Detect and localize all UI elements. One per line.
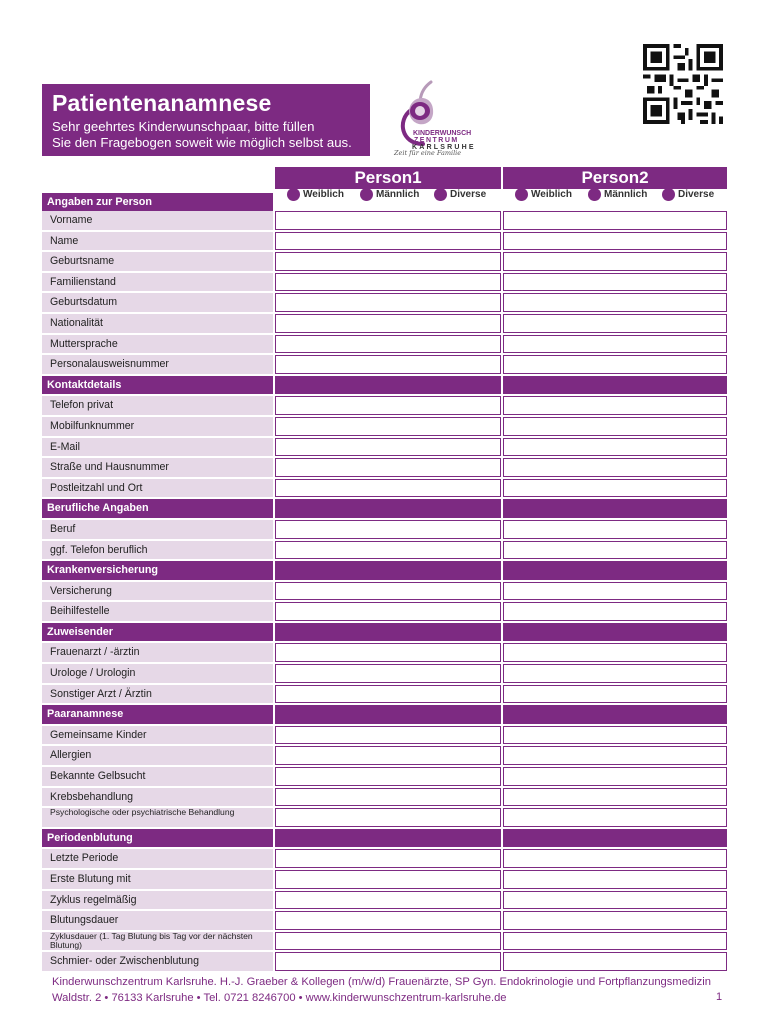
person1-input-field[interactable] xyxy=(275,582,501,601)
field-label: Straße und Hausnummer xyxy=(42,458,273,477)
field-label: Telefon privat xyxy=(42,396,273,415)
section-band-person2 xyxy=(503,561,727,580)
person2-input-field[interactable] xyxy=(503,314,727,333)
header-banner xyxy=(42,84,370,156)
person1-input-field[interactable] xyxy=(275,643,501,662)
section-band-person2 xyxy=(503,499,727,518)
field-label: Krebsbehandlung xyxy=(42,788,273,807)
person1-input-field[interactable] xyxy=(275,541,501,560)
page-title: Patientenanamnese xyxy=(52,90,272,116)
field-label: Allergien xyxy=(42,746,273,765)
gender-option-diverse[interactable] xyxy=(662,188,714,201)
field-label: Psychologische oder psychiatrische Behandlung xyxy=(42,808,273,827)
form-row xyxy=(42,911,727,932)
person1-header: Person1 xyxy=(275,167,501,189)
person2-input-field[interactable] xyxy=(503,932,727,951)
footer-line-1: Kinderwunschzentrum Karlsruhe. H.-J. Graeber & Kollegen (m/w/d) Frauenärzte, SP Gyn. Endokrinologie und Fortpflanzungsmedizin xyxy=(52,976,711,988)
page-number: 1 xyxy=(716,991,723,1003)
person2-input-field[interactable] xyxy=(503,438,727,457)
gender-label: Diverse xyxy=(450,189,487,200)
person2-header: Person2 xyxy=(503,167,727,189)
person1-input-field[interactable] xyxy=(275,932,501,951)
form-row xyxy=(42,232,727,253)
field-label: Bekannte Gelbsucht xyxy=(42,767,273,786)
section-band-person1 xyxy=(275,623,501,642)
person1-input-field[interactable] xyxy=(275,396,501,415)
field-label: Urologe / Urologin xyxy=(42,664,273,683)
clinic-logo xyxy=(387,78,487,160)
person2-input-field[interactable] xyxy=(503,520,727,539)
field-label: Vorname xyxy=(42,211,273,230)
form-row xyxy=(42,788,727,809)
person2-input-field[interactable] xyxy=(503,808,727,827)
gender-option-diverse[interactable] xyxy=(434,188,486,201)
person2-input-field[interactable] xyxy=(503,252,727,271)
person1-input-field[interactable] xyxy=(275,314,501,333)
person1-input-field[interactable] xyxy=(275,870,501,889)
person2-input-field[interactable] xyxy=(503,849,727,868)
form-row xyxy=(42,417,727,438)
section-band-person1 xyxy=(275,705,501,724)
form-row xyxy=(42,849,727,870)
field-label: Letzte Periode xyxy=(42,849,273,868)
field-label: Blutungsdauer xyxy=(42,911,273,930)
form-row xyxy=(42,932,727,953)
form-row xyxy=(42,252,727,273)
logo-text-line-3: KARLSRUHE xyxy=(412,144,476,151)
logo-text-line-2: ZENTRUM xyxy=(414,137,459,144)
person1-input-field[interactable] xyxy=(275,458,501,477)
person1-input-field[interactable] xyxy=(275,849,501,868)
form-rows xyxy=(42,189,727,973)
section-title: Berufliche Angaben xyxy=(42,499,273,518)
form-row xyxy=(42,541,727,562)
person1-input-field[interactable] xyxy=(275,788,501,807)
person2-input-field[interactable] xyxy=(503,335,727,354)
person2-input-field[interactable] xyxy=(503,891,727,910)
form-row xyxy=(42,891,727,912)
person1-input-field[interactable] xyxy=(275,335,501,354)
form-row xyxy=(42,582,727,603)
section-header-row xyxy=(42,376,727,397)
form-row xyxy=(42,520,727,541)
form-row xyxy=(42,808,727,829)
person2-input-field[interactable] xyxy=(503,767,727,786)
gender-label: Weiblich xyxy=(303,189,344,200)
field-label: Erste Blutung mit xyxy=(42,870,273,889)
person2-input-field[interactable] xyxy=(503,602,727,621)
field-label: Familienstand xyxy=(42,273,273,292)
form-row xyxy=(42,726,727,747)
form-row xyxy=(42,643,727,664)
form-row xyxy=(42,767,727,788)
person2-input-field[interactable] xyxy=(503,232,727,251)
form-row xyxy=(42,458,727,479)
field-label: Personalausweisnummer xyxy=(42,355,273,374)
gender-label: Männlich xyxy=(604,189,648,200)
person2-input-field[interactable] xyxy=(503,788,727,807)
section-title: Krankenversicherung xyxy=(42,561,273,580)
field-label: Sonstiger Arzt / Ärztin xyxy=(42,685,273,704)
field-label: Geburtsname xyxy=(42,252,273,271)
gender-option-männlich[interactable] xyxy=(360,188,419,201)
person1-input-field[interactable] xyxy=(275,726,501,745)
field-label: Name xyxy=(42,232,273,251)
field-label: Beruf xyxy=(42,520,273,539)
person1-input-field[interactable] xyxy=(275,891,501,910)
field-label: Nationalität xyxy=(42,314,273,333)
form-row xyxy=(42,479,727,500)
section-title: Kontaktdetails xyxy=(42,376,273,395)
person2-input-field[interactable] xyxy=(503,458,727,477)
person1-input-field[interactable] xyxy=(275,355,501,374)
radio-button-icon[interactable] xyxy=(588,188,601,201)
logo-tagline: Zeit für eine Familie xyxy=(394,149,462,157)
section-band-person1 xyxy=(275,561,501,580)
form-row xyxy=(42,273,727,294)
form-row xyxy=(42,602,727,623)
field-label: Gemeinsame Kinder xyxy=(42,726,273,745)
person2-gender-group xyxy=(503,189,727,209)
person2-input-field[interactable] xyxy=(503,211,727,230)
person2-input-field[interactable] xyxy=(503,582,727,601)
field-label: Muttersprache xyxy=(42,335,273,354)
section-band-person1 xyxy=(275,376,501,395)
radio-button-icon[interactable] xyxy=(360,188,373,201)
person1-input-field[interactable] xyxy=(275,911,501,930)
person1-input-field[interactable] xyxy=(275,952,501,971)
person1-input-field[interactable] xyxy=(275,417,501,436)
footer-line-2: Waldstr. 2 • 76133 Karlsruhe • Tel. 0721 8246700 • www.kinderwunschzentrum-karlsruhe.de xyxy=(52,992,507,1004)
person2-input-field[interactable] xyxy=(503,479,727,498)
radio-button-icon[interactable] xyxy=(434,188,447,201)
subtitle-line-1: Sehr geehrtes Kinderwunschpaar, bitte füllen xyxy=(52,119,315,134)
person2-input-field[interactable] xyxy=(503,396,727,415)
person1-input-field[interactable] xyxy=(275,685,501,704)
person1-input-field[interactable] xyxy=(275,232,501,251)
page-subtitle xyxy=(52,119,360,151)
person2-input-field[interactable] xyxy=(503,664,727,683)
person1-input-field[interactable] xyxy=(275,746,501,765)
form-row xyxy=(42,355,727,376)
field-label: E-Mail xyxy=(42,438,273,457)
field-label: Mobilfunknummer xyxy=(42,417,273,436)
section-title: Angaben zur Person xyxy=(42,193,273,211)
field-label: Frauenarzt / -ärztin xyxy=(42,643,273,662)
form-row xyxy=(42,870,727,891)
section-band-person2 xyxy=(503,623,727,642)
section-header-row xyxy=(42,189,727,211)
section-title: Paaranamnese xyxy=(42,705,273,724)
qr-code-icon xyxy=(641,44,725,124)
radio-button-icon[interactable] xyxy=(515,188,528,201)
form-row xyxy=(42,438,727,459)
person1-gender-group xyxy=(275,189,501,209)
person2-input-field[interactable] xyxy=(503,726,727,745)
person-header-row xyxy=(42,167,727,189)
gender-option-männlich[interactable] xyxy=(588,188,647,201)
field-label: Beihilfestelle xyxy=(42,602,273,621)
section-title: Zuweisender xyxy=(42,623,273,642)
form-row xyxy=(42,685,727,706)
form-row xyxy=(42,746,727,767)
form-row xyxy=(42,396,727,417)
gender-label: Männlich xyxy=(376,189,420,200)
section-band-person1 xyxy=(275,829,501,848)
section-title: Periodenblutung xyxy=(42,829,273,848)
form-row xyxy=(42,293,727,314)
person2-input-field[interactable] xyxy=(503,273,727,292)
field-label: ggf. Telefon beruflich xyxy=(42,541,273,560)
field-label: Zyklus regelmäßig xyxy=(42,891,273,910)
person2-input-field[interactable] xyxy=(503,541,727,560)
person1-input-field[interactable] xyxy=(275,767,501,786)
patient-form xyxy=(42,167,727,973)
section-header-row xyxy=(42,705,727,726)
section-header-row xyxy=(42,499,727,520)
field-label: Versicherung xyxy=(42,582,273,601)
person1-input-field[interactable] xyxy=(275,602,501,621)
section-header-row xyxy=(42,623,727,644)
person1-input-field[interactable] xyxy=(275,479,501,498)
section-band-person2 xyxy=(503,376,727,395)
logo-text-line-1: KINDERWUNSCH xyxy=(413,130,472,137)
radio-button-icon[interactable] xyxy=(662,188,675,201)
person2-input-field[interactable] xyxy=(503,746,727,765)
person1-input-field[interactable] xyxy=(275,664,501,683)
person2-input-field[interactable] xyxy=(503,417,727,436)
person2-input-field[interactable] xyxy=(503,870,727,889)
subtitle-line-2: Sie den Fragebogen soweit wie möglich selbst aus. xyxy=(52,135,352,150)
person1-input-field[interactable] xyxy=(275,293,501,312)
gender-option-weiblich[interactable] xyxy=(515,188,572,201)
person2-input-field[interactable] xyxy=(503,643,727,662)
person1-input-field[interactable] xyxy=(275,252,501,271)
gender-label: Diverse xyxy=(678,189,715,200)
person1-input-field[interactable] xyxy=(275,520,501,539)
person2-input-field[interactable] xyxy=(503,952,727,971)
field-label: Zyklusdauer (1. Tag Blutung bis Tag vor der nächsten Blutung) xyxy=(42,932,273,951)
form-row xyxy=(42,335,727,356)
form-row xyxy=(42,211,727,232)
person1-input-field[interactable] xyxy=(275,273,501,292)
gender-label: Weiblich xyxy=(531,189,572,200)
form-row xyxy=(42,314,727,335)
section-band-person2 xyxy=(503,829,727,848)
person2-input-field[interactable] xyxy=(503,355,727,374)
person2-input-field[interactable] xyxy=(503,911,727,930)
field-label: Postleitzahl und Ort xyxy=(42,479,273,498)
section-header-row xyxy=(42,561,727,582)
field-label: Schmier- oder Zwischenblutung xyxy=(42,952,273,971)
person2-input-field[interactable] xyxy=(503,685,727,704)
person1-input-field[interactable] xyxy=(275,438,501,457)
section-band-person2 xyxy=(503,705,727,724)
form-row xyxy=(42,952,727,973)
person1-input-field[interactable] xyxy=(275,211,501,230)
page-footer xyxy=(52,974,732,1006)
section-band-person1 xyxy=(275,499,501,518)
person2-input-field[interactable] xyxy=(503,293,727,312)
person1-input-field[interactable] xyxy=(275,808,501,827)
radio-button-icon[interactable] xyxy=(287,188,300,201)
form-row xyxy=(42,664,727,685)
field-label: Geburtsdatum xyxy=(42,293,273,312)
gender-option-weiblich[interactable] xyxy=(287,188,344,201)
section-header-row xyxy=(42,829,727,850)
